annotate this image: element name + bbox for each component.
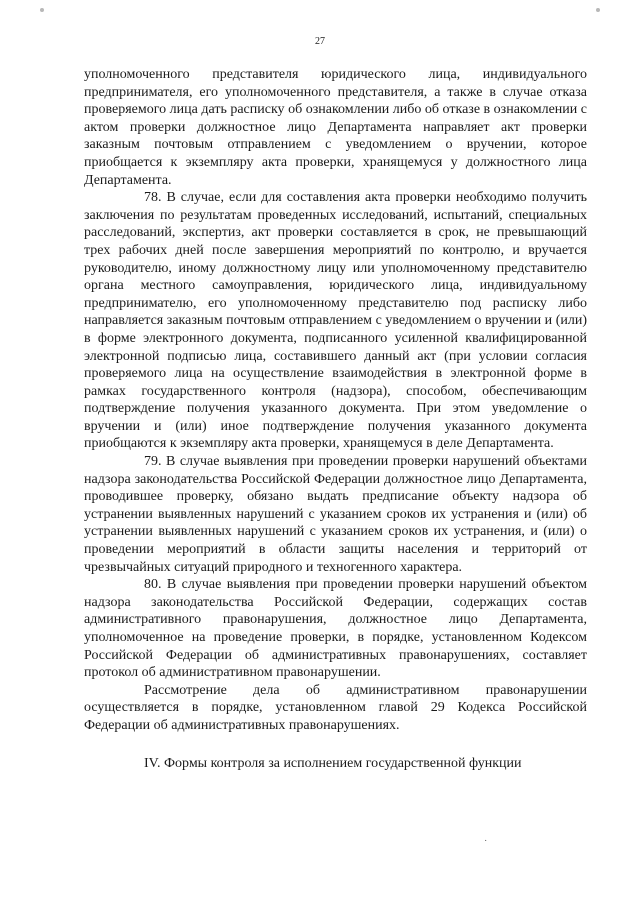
document-body — [84, 66, 587, 772]
paragraph-79: 79. В случае выявления при проведении проверки нарушений объектами надзора законодательства Российской Федерации должностное лицо Департамента, проводившее проверку, обязано выдать предписание объекту надзора об устранении выявленных нарушений с указанием сроков их устранения и (или) об устранении выявленных нарушений с указанием сроков их устранения, и (или) о проведении мероприятий в области защиты населения и территорий от чрезвычайных ситуаций природного и техногенного характера. — [84, 454, 587, 575]
paragraph-continuation: уполномоченного представителя юридического лица, индивидуального предпринимателя, его уполномоченного представителя, а также в случае отказа проверяемого лица дать расписку об ознакомлении либо об отказе в ознакомлении с актом проверки должностное лицо Департамента направляет акт проверки заказным почтовым отправлением с уведомлением о вручении, которое приобщается к экземпляру акта проверки, хранящемуся у должностного лица Департамента. — [84, 67, 587, 188]
stray-scan-mark: ˙ — [484, 839, 488, 850]
scan-dot-right — [596, 8, 600, 12]
paragraph-review: Рассмотрение дела об административном правонарушении осуществляется в порядке, установленном главой 29 Кодекса Российской Федерации об административных правонарушениях. — [84, 682, 587, 733]
paragraph-80: 80. В случае выявления при проведении проверки нарушений объектом надзора законодательства Российской Федерации, содержащих состав административного правонарушения, должностное лицо Департамента, уполномоченное на проведение проверки, в порядке, установленном Кодексом Российской Федерации об административных правонарушениях, составляет протокол об административном правонарушении. — [84, 577, 587, 681]
page-number: 27 — [315, 36, 325, 47]
scan-dot-left — [40, 8, 44, 12]
section-heading: IV. Формы контроля за исполнением государственной функции — [144, 755, 522, 771]
paragraph-78: 78. В случае, если для составления акта проверки необходимо получить заключения по результатам проведенных исследований, испытаний, специальных расследований, экспертиз, акт проверки составляется в срок, не превышающий трех рабочих дней после завершения мероприятий по контролю, и вручается руководителю, иному должностному лицу или уполномоченному представителю органа местного самоуправления, юридического лица, индивидуальному предпринимателю, его уполномоченному представителю под расписку либо направляется заказным почтовым отправлением с уведомлением о вручении и (или) в форме электронного документа, подписанного усиленной квалифицированной электронной подписью лица, составившего данный акт (при условии согласия проверяемого лица на осуществление взаимодействия в электронной форме в рамках государственного контроля (надзора), способом, обеспечивающим подтверждение получения указанного документа. При этом уведомление о вручении и (или) иное подтверждение получения указанного документа приобщаются к экземпляру акта проверки, хранящемуся в деле Департамента. — [84, 190, 587, 452]
